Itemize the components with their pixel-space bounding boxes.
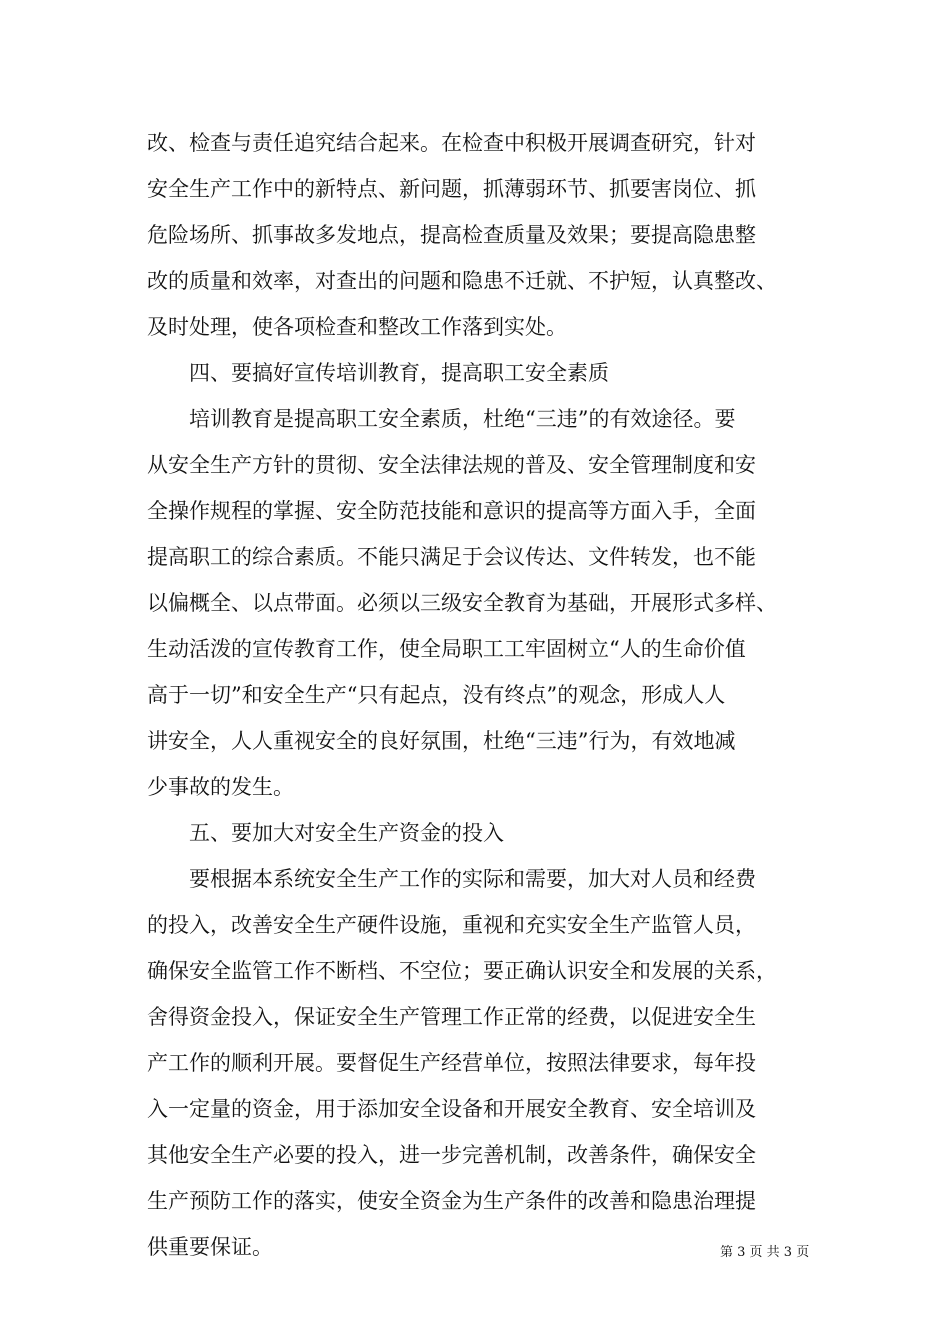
text-line: 危险场所、抓事故多发地点，提高检查质量及效果；要提高隐患整 [147, 223, 756, 247]
section-heading-four: 四、要搞好宣传培训教育，提高职工安全素质 [189, 361, 609, 385]
text-line: 提高职工的综合素质。不能只满足于会议传达、文件转发，也不能 [147, 545, 756, 569]
text-line: 高于一切”和安全生产“只有起点，没有终点”的观念，形成人人 [147, 683, 726, 707]
text-line: 生动活泼的宣传教育工作，使全局职工工牢固树立“人的生命价值 [147, 637, 746, 661]
text-line: 改、检查与责任追究结合起来。在检查中积极开展调查研究，针对 [147, 131, 756, 155]
text-line: 少事故的发生。 [147, 775, 294, 799]
text-line: 全操作规程的掌握、安全防范技能和意识的提高等方面入手，全面 [147, 499, 756, 523]
page-number-footer: 第 3 页 共 3 页 [720, 1245, 810, 1260]
text-line: 培训教育是提高职工安全素质，杜绝“三违”的有效途径。要 [189, 407, 736, 431]
text-line: 确保安全监管工作不断档、不空位；要正确认识安全和发展的关系， [147, 959, 777, 983]
text-line: 的投入，改善安全生产硬件设施，重视和充实安全生产监管人员， [147, 913, 756, 937]
text-line: 安全生产工作中的新特点、新问题，抓薄弱环节、抓要害岗位、抓 [147, 177, 756, 201]
text-line: 讲安全，人人重视安全的良好氛围，杜绝“三违”行为，有效地减 [147, 729, 736, 753]
text-line: 生产预防工作的落实，使安全资金为生产条件的改善和隐患治理提 [147, 1189, 756, 1213]
text-line: 及时处理，使各项检查和整改工作落到实处。 [147, 315, 567, 339]
text-line: 其他安全生产必要的投入，进一步完善机制，改善条件，确保安全 [147, 1143, 756, 1167]
text-line: 从安全生产方针的贯彻、安全法律法规的普及、安全管理制度和安 [147, 453, 756, 477]
text-line: 以偏概全、以点带面。必须以三级安全教育为基础，开展形式多样、 [147, 591, 777, 615]
section-heading-five: 五、要加大对安全生产资金的投入 [189, 821, 504, 845]
document-body [147, 120, 827, 1270]
text-line: 改的质量和效率，对查出的问题和隐患不迁就、不护短，认真整改、 [147, 269, 777, 293]
text-line: 舍得资金投入，保证安全生产管理工作正常的经费，以促进安全生 [147, 1005, 756, 1029]
text-line: 供重要保证。 [147, 1235, 273, 1259]
text-line: 入一定量的资金，用于添加安全设备和开展安全教育、安全培训及 [147, 1097, 756, 1121]
text-line: 要根据本系统安全生产工作的实际和需要，加大对人员和经费 [189, 867, 756, 891]
text-line: 产工作的顺利开展。要督促生产经营单位，按照法律要求，每年投 [147, 1051, 756, 1075]
